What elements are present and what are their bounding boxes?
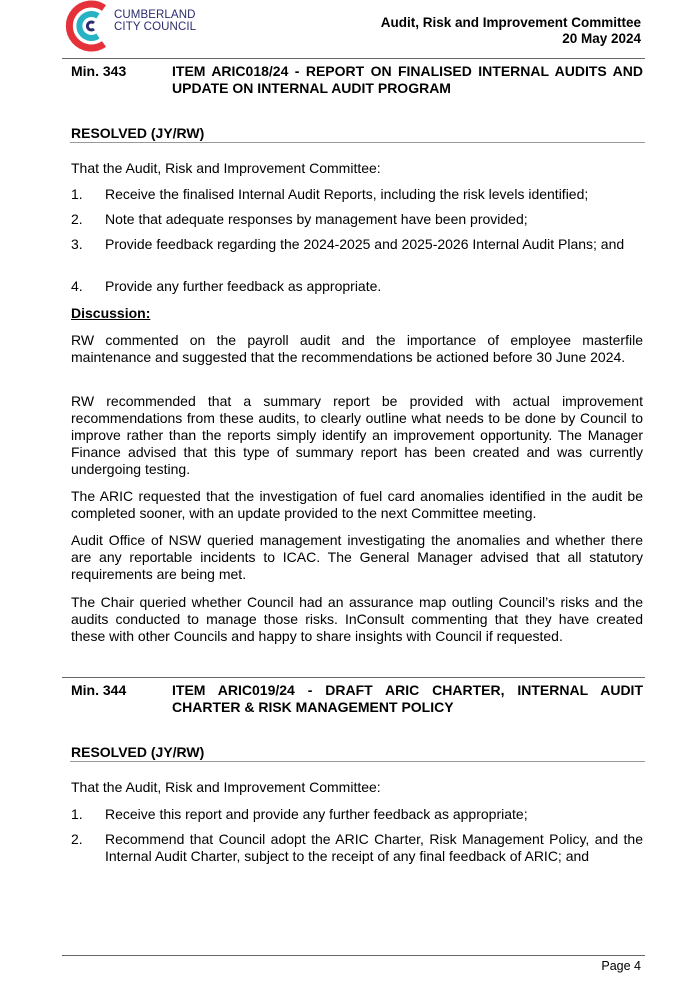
list-item-text: Receive this report and provide any further feedback as appropriate; [105,806,528,822]
resolution-intro-343: That the Audit, Risk and Improvement Committee: [71,160,381,176]
list-item-number: 2. [71,831,83,847]
logo-text [114,9,196,33]
footer-rule [62,955,645,956]
item-title-344: ITEM ARIC019/24 - DRAFT ARIC CHARTER, INTERNAL AUDIT CHARTER & RISK MANAGEMENT POLICY [172,682,643,715]
list-item-text: Recommend that Council adopt the ARIC Charter, Risk Management Policy, and the Internal Audit Charter, subject to the receipt of any final feedback of ARIC; and [105,831,643,864]
list-item-number: 1. [71,186,83,202]
discussion-paragraph: The ARIC requested that the investigation of fuel card anomalies identified in the audit be completed sooner, with an update provided to the next Committee meeting. [71,488,643,521]
meeting-date: 20 May 2024 [562,31,641,46]
resolved-heading-343: RESOLVED (JY/RW) [71,125,205,141]
resolved-rule-343 [70,142,645,143]
list-item-text: Provide feedback regarding the 2024-2025 and 2025-2026 Internal Audit Plans; and [105,236,625,252]
logo-c-icon [64,0,112,52]
logo-line1: CUMBERLAND [114,9,196,21]
discussion-paragraph: Audit Office of NSW queried management investigating the anomalies and whether there are any reportable incidents to ICAC. The General Manager advised that all statutory requirements are being met. [71,532,643,582]
minute-number-344: Min. 344 [71,682,127,698]
discussion-paragraph: The Chair queried whether Council had an assurance map outling Council’s risks and the audits conducted to manage those risks. InConsult commenting that they have created these with other Councils and happy to share insights with Council if requested. [71,594,643,644]
resolution-intro-344: That the Audit, Risk and Improvement Committee: [71,779,381,795]
committee-name: Audit, Risk and Improvement Committee [380,15,641,30]
list-item-number: 2. [71,211,83,227]
page-number: Page 4 [601,959,641,973]
minute-number-343: Min. 343 [71,63,127,79]
list-item-number: 4. [71,278,83,294]
discussion-paragraph: RW commented on the payroll audit and the importance of employee masterfile maintenance and suggested that the recommendations be actioned before 30 June 2024. [71,332,643,365]
list-item-text: Receive the finalised Internal Audit Reports, including the risk levels identified; [105,186,589,202]
list-item-number: 1. [71,806,83,822]
section-rule [62,677,645,678]
resolved-rule-344 [70,761,645,762]
header-rule [62,58,645,59]
list-item-text: Provide any further feedback as appropriate. [105,278,382,294]
list-item-text: Note that adequate responses by management have been provided; [105,211,528,227]
resolved-heading-344: RESOLVED (JY/RW) [71,744,205,760]
list-item-number: 3. [71,236,83,252]
discussion-paragraph: RW recommended that a summary report be provided with actual improvement recommendations from these audits, to clearly outline what needs to be done by Council to improve rather than the reports simply identify an improvement opportunity. The Manager Finance advised that this type of summary report has been created and was currently undergoing testing. [71,393,643,477]
logo-line2: CITY COUNCIL [114,21,197,33]
item-title-343: ITEM ARIC018/24 - REPORT ON FINALISED INTERNAL AUDITS AND UPDATE ON INTERNAL AUDIT PROGRAM [172,63,643,96]
header-right [381,15,641,47]
cumberland-logo [64,0,204,52]
discussion-heading: Discussion: [71,305,151,321]
